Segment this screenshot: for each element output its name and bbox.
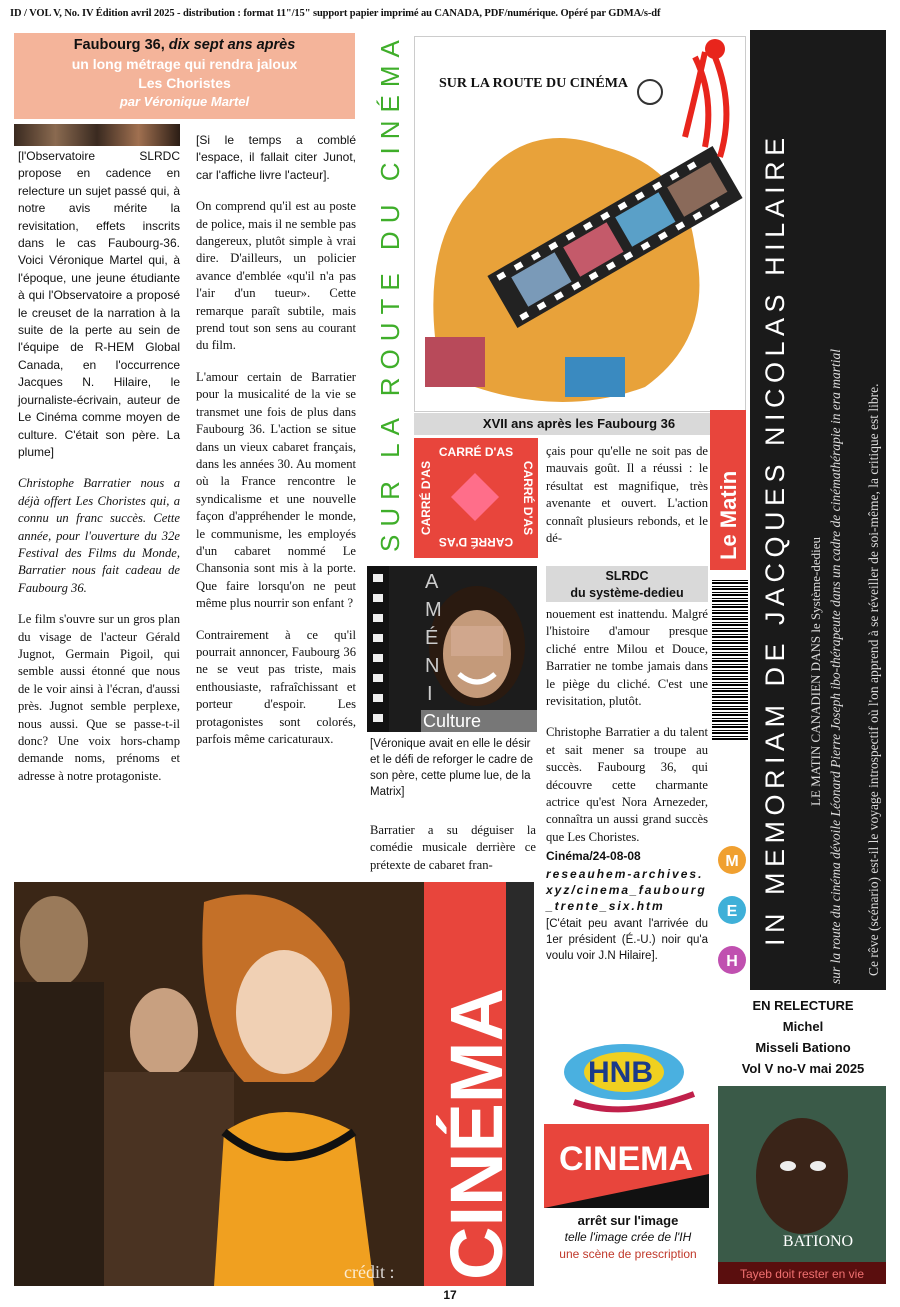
amenic-culture-photo xyxy=(367,566,537,732)
article-column-1 xyxy=(18,148,180,799)
article-title-box xyxy=(14,33,355,119)
svg-text:sur la route du cinéma dévoile: sur la route du cinéma dévoile Léonard Pierre Joseph ibo-thérapeute dans un cadre de cinémathérapie in era martial xyxy=(828,348,843,984)
film-poster-image xyxy=(414,36,746,412)
svg-text:Ce rêve (scénario) est-il le v: Ce rêve (scénario) est-il le voyage introspectif où l'on apprend à se réveiller de soi-même, la critique est libre. xyxy=(866,383,881,976)
svg-text:CINEMA: CINEMA xyxy=(558,1140,694,1178)
carre-das-logo xyxy=(414,438,538,558)
paragraph: [Si le temps a comblé l'espace, il fallait citer Junot, car l'affiche livre l'acteur]. xyxy=(196,133,356,182)
svg-text:Tayeb doit rester en vie: Tayeb doit rester en vie xyxy=(739,1267,865,1281)
svg-text:É: É xyxy=(425,627,439,649)
slrdc-box xyxy=(546,566,708,602)
poster-title: SUR LA ROUTE DU CINÉMA xyxy=(439,76,629,91)
svg-text:I: I xyxy=(427,683,433,705)
slrdc-line-2: du système-dedieu xyxy=(570,586,684,600)
xvii-banner: XVII ans après les Faubourg 36 xyxy=(414,413,744,435)
paragraph: Christophe Barratier a du talent et sait mener sa troupe au succès. Faubourg 36, qui découvre cette charmante actrice qu'est Nora Arnezeder, connaîtra un aussi grand succès que Les Choristes. xyxy=(546,725,708,844)
svg-text:M: M xyxy=(725,853,739,870)
svg-text:Culture: Culture xyxy=(423,711,482,731)
relecture-line-4: Vol V no-V mai 2025 xyxy=(741,1061,865,1076)
arret-line-3: une scène de prescription xyxy=(559,1247,697,1261)
photo-strip xyxy=(14,124,180,146)
memorial-subtitles xyxy=(800,36,884,986)
svg-text:M: M xyxy=(425,599,442,621)
arret-line-1: arrêt sur l'image xyxy=(577,1213,679,1228)
article-column-2 xyxy=(196,132,356,762)
paragraph: Christophe Barratier nous a déjà offert Les Choristes qui, a connu un franc succès. Cette année, pour l'ouverture du 32e Festival des Films du Monde, Barratier nous fait cadeau de Faubourg 36. xyxy=(18,476,180,595)
author-byline: par Véronique Martel xyxy=(119,94,250,109)
paragraph: Barratier a su déguiser la comédie musicale derrière ce prétexte de cabaret fran- xyxy=(370,823,536,872)
paragraph: nouement est inattendu. Malgré l'histoire d'amour presque cliché entre Milou et Douce, Barratier ne tombe jamais dans le piège du cliché. C'est une revisitation, plutôt. xyxy=(546,607,708,709)
slrdc-line-1: SLRDC xyxy=(605,569,649,583)
svg-text:crédit :: crédit : xyxy=(344,1262,395,1282)
bationo-photo xyxy=(718,1086,886,1284)
svg-text:IN MEMORIAM DE JACQUES NICOLAS: IN MEMORIAM DE JACQUES NICOLAS HILAIRE xyxy=(760,132,790,946)
paragraph: L'amour certain de Barratier pour la musicalité de la vie se transmet une fois de plus dans Faubourg 36. L'action se situe dans un vieux cabaret français, dans les années 30. Au moment où la France rencontre le syndicalisme et une nouvelle façon d'appréhender le monde, le communisme, les employés d'un cabaret nommé Le Chansonia sont mis à la porte. Que faire lorsqu'on ne peut même plus nourrir son enfant ? xyxy=(196,369,356,611)
paragraph: Contrairement à ce qu'il pourrait annoncer, Faubourg 36 ne se veut pas triste, mais enthousiaste, rafraîchissant et porteur d'espoir. Les protagonistes sont colorés, parfois même caricaturaux. xyxy=(196,627,356,746)
vertical-section-title xyxy=(365,40,413,560)
arret-line-2: telle l'image crée de l'IH xyxy=(564,1230,692,1244)
paragraph: Le film s'ouvre sur un gros plan du visage de l'acteur Gérald Jugnot, Germain Pigoil, qui semble aussi étonné que nous de le voir ainsi à l'écran, d'aussi près. Jugnot semble perplexe, nous aussi. Que se passe-t-il donc? Une voix hors-champ demande noms, prénoms et adresse à notre protagoniste. xyxy=(18,612,180,783)
relecture-line-2: Michel xyxy=(782,1019,824,1034)
arret-caption xyxy=(540,1212,716,1263)
relecture-box xyxy=(718,995,888,1079)
svg-text:BATIONO: BATIONO xyxy=(782,1233,854,1250)
paragraph: çais pour qu'elle ne soit pas de mauvais goût. Il a réussi : le résultat est magnifique, très avenante et ouvert. L'action connaît plusieurs rebonds, et le dé- xyxy=(546,444,708,546)
intro-paragraph: [l'Observatoire SLRDC propose en cadence en relecture un sujet passé qui, à notre avis mérite la revisitation, effets inscrits dans le cas Faubourg-36. Voici Véronique Martel qui, à l'époque, une jeune étudiante à qui l'Observatoire a proposé le creuset de la narration à la suite de la perte au sein de l'équipe de R-HEM Global Canada, en l'occurrence Jacques N. Hilaire, le journaliste-écrivain, auteur de Le Cinéma comme moyen de culture. C'était son père. La plume] xyxy=(18,149,180,459)
svg-text:LE MATIN CANADIEN DANS le Syst: LE MATIN CANADIEN DANS le Système-dedieu xyxy=(808,537,823,806)
reference-note: [C'était peu avant l'arrivée du 1er président (É.-U.) noir qu'a voulu voir J.N Hilaire]. xyxy=(546,917,708,962)
relecture-line-3: Misseli Bationo xyxy=(755,1040,851,1055)
svg-text:E: E xyxy=(726,903,738,920)
vertical-route-text: SUR LA ROUTE DU CINÉMA xyxy=(375,40,405,552)
paragraph: On comprend qu'il est au poste de police, mais il ne semble pas dangereux, plutôt simple à vrai dire. D'ailleurs, un policier avance d'emblée «qu'il n'a pas l'air d'un tueur». Cette remarque paraît subtile, mais prend tout son sens au courant du film. xyxy=(196,199,356,353)
relecture-line-1: EN RELECTURE xyxy=(752,998,854,1013)
page-header: ID / VOL V, No. IV Édition avril 2025 - distribution : format 11"/15" support papier imprimé au CANADA, PDF/numérique. Opéré par GDMA/s-df xyxy=(10,8,661,19)
svg-text:Le Matin: Le Matin xyxy=(716,470,741,560)
reference-date: Cinéma/24-08-08 xyxy=(546,849,641,864)
amenic-letters: A xyxy=(425,571,439,593)
svg-text:HNB: HNB xyxy=(588,1056,653,1089)
cinema-logo xyxy=(544,1124,709,1208)
article-column-3 xyxy=(546,443,708,561)
memoriam-title xyxy=(752,36,794,986)
article-column-3-continued xyxy=(546,606,708,964)
page-number: 17 xyxy=(443,1288,457,1302)
title-line-2: un long métrage qui rendra jaloux xyxy=(71,56,298,72)
hem-logo xyxy=(716,840,748,990)
svg-text:CARRÉ D'AS: CARRÉ D'AS xyxy=(438,445,514,459)
barcode xyxy=(712,580,748,740)
svg-text:CARRÉ D'AS: CARRÉ D'AS xyxy=(438,535,514,549)
svg-text:CARRÉ D'AS: CARRÉ D'AS xyxy=(419,460,433,536)
reference-link[interactable]: reseauhem-archives.xyz/cinema_faubourg_trente_six.htm xyxy=(546,866,707,913)
photo-caption: [Véronique avait en elle le désir et le défi de reforger le cadre de son père, cette plume lue, de la Matrix] xyxy=(370,738,534,798)
article-column-2-continued xyxy=(370,822,536,888)
svg-text:N: N xyxy=(425,655,440,677)
title-line-3: Les Choristes xyxy=(138,75,231,91)
hnb-logo xyxy=(544,1032,709,1122)
svg-text:H: H xyxy=(726,953,738,970)
le-matin-logo xyxy=(710,410,746,570)
film-still-photo xyxy=(14,882,424,1286)
svg-text:CARRÉ D'AS: CARRÉ D'AS xyxy=(521,460,535,536)
title-line-1: Faubourg 36, dix sept ans après xyxy=(73,37,296,53)
svg-text:CINÉMA: CINÉMA xyxy=(435,988,518,1280)
cinema-vertical-graphic xyxy=(424,882,534,1286)
